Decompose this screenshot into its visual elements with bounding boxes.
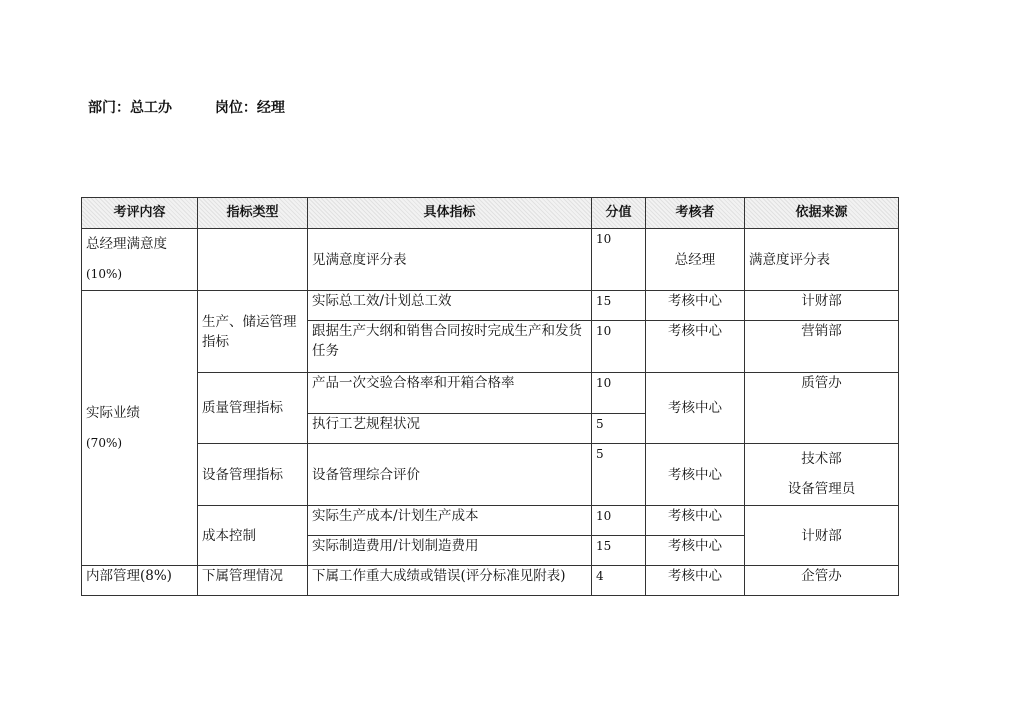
table-row [82, 291, 899, 321]
indicator-cell: 跟据生产大纲和销售合同按时完成生产和发货任务 [308, 321, 592, 373]
table-row [82, 373, 899, 414]
type-cell [198, 229, 308, 291]
indicator-cell: 执行工艺规程状况 [308, 414, 592, 444]
category-weight: (70%) [86, 436, 123, 450]
assessor-cell: 考核中心 [646, 566, 745, 596]
position-label: 岗位：经理 [214, 100, 285, 116]
assessor-cell: 考核中心 [646, 506, 745, 536]
column-header: 分值 [592, 198, 646, 229]
assessor-cell: 考核中心 [646, 291, 745, 321]
category-name: 总经理满意度 [86, 236, 167, 252]
source-cell: 质管办 [745, 373, 899, 444]
assessor-cell: 考核中心 [646, 373, 745, 444]
score-cell: 5 [592, 414, 646, 444]
column-header: 指标类型 [198, 198, 308, 229]
column-header: 依据来源 [745, 198, 899, 229]
source-line: 技术部 [801, 451, 842, 467]
type-cell: 成本控制 [198, 506, 308, 566]
score-cell: 4 [592, 566, 646, 596]
kpi-table [81, 197, 899, 596]
column-header: 具体指标 [308, 198, 592, 229]
source-cell: 营销部 [745, 321, 899, 373]
table-row [82, 444, 899, 506]
table-row [82, 566, 899, 596]
indicator-cell: 实际总工效/计划总工效 [308, 291, 592, 321]
column-header: 考核者 [646, 198, 745, 229]
page-header [88, 97, 285, 117]
indicator-cell: 产品一次交验合格率和开箱合格率 [308, 373, 592, 414]
source-cell: 企管办 [745, 566, 899, 596]
score-cell: 10 [592, 506, 646, 536]
type-cell: 生产、储运管理指标 [198, 291, 308, 373]
score-cell: 15 [592, 291, 646, 321]
indicator-cell: 实际制造费用/计划制造费用 [308, 536, 592, 566]
department-label: 部门：总工办 [88, 100, 172, 116]
assessor-cell: 考核中心 [646, 444, 745, 506]
indicator-cell: 见满意度评分表 [308, 229, 592, 291]
category-weight: (10%) [86, 267, 123, 281]
type-cell: 设备管理指标 [198, 444, 308, 506]
table-row [82, 229, 899, 291]
source-cell [745, 444, 899, 506]
category-name: 实际业绩 [86, 405, 140, 421]
source-cell: 满意度评分表 [745, 229, 899, 291]
table-row [82, 506, 899, 536]
category-cell [82, 229, 198, 291]
score-cell: 10 [592, 321, 646, 373]
indicator-cell: 设备管理综合评价 [308, 444, 592, 506]
score-cell: 10 [592, 229, 646, 291]
score-cell: 15 [592, 536, 646, 566]
source-cell: 计财部 [745, 291, 899, 321]
source-line: 设备管理员 [787, 481, 856, 497]
assessor-cell: 考核中心 [646, 321, 745, 373]
score-cell: 5 [592, 444, 646, 506]
indicator-cell: 实际生产成本/计划生产成本 [308, 506, 592, 536]
category-cell [82, 291, 198, 566]
column-header: 考评内容 [82, 198, 198, 229]
indicator-cell: 下属工作重大成绩或错误(评分标准见附表) [308, 566, 592, 596]
source-cell: 计财部 [745, 506, 899, 566]
table-header-row [82, 198, 899, 229]
type-cell: 质量管理指标 [198, 373, 308, 444]
category-cell: 内部管理(8%) [82, 566, 198, 596]
score-cell: 10 [592, 373, 646, 414]
assessor-cell: 总经理 [646, 229, 745, 291]
type-cell: 下属管理情况 [198, 566, 308, 596]
assessor-cell: 考核中心 [646, 536, 745, 566]
